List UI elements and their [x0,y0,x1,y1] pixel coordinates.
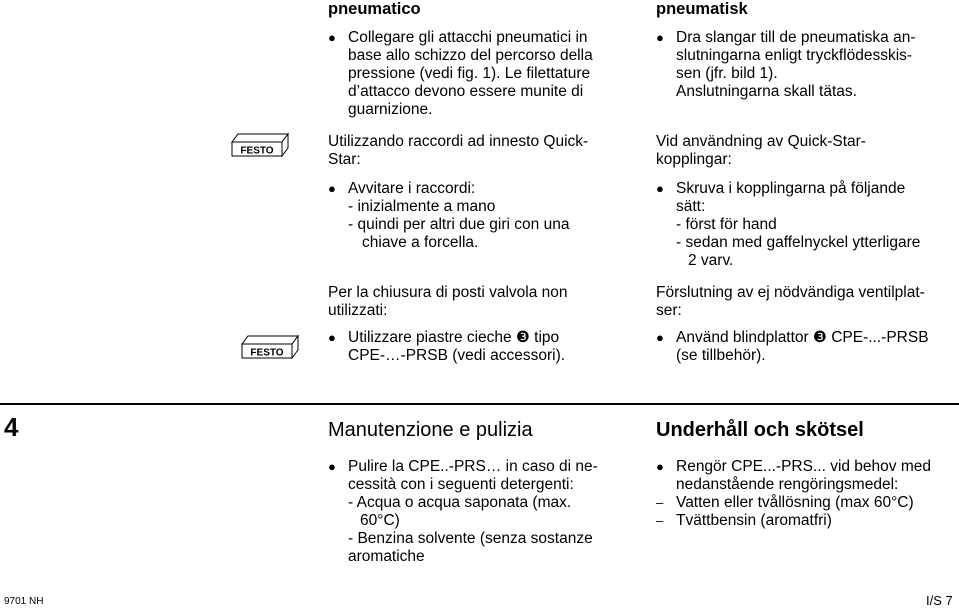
text-line: Utilizzare piastre cieche ❸ tipo [348,329,560,346]
text-line: cessità con i seguenti detergenti: [348,476,574,493]
bullet-cleaning-italian [328,458,628,566]
text-line: 2 varv. [688,252,734,269]
quickstar-paragraph-italian [328,133,628,169]
text-line: Per la chiusura di posti valvola non [328,284,568,301]
text-line: chiave a forcella. [362,234,479,251]
bullet-icon: ● [328,330,336,345]
text-line: - sedan med gaffelnyckel ytterligare [676,234,921,251]
festo-logo-text: FESTO [240,145,274,157]
bullet-icon: ● [656,30,664,45]
text-line: Vatten eller tvållösning (max 60°C) [676,494,914,511]
text-line: - först för hand [676,216,777,233]
text-line: slutningarna enligt tryckflödesskis- [676,47,913,64]
text-line: Rengör CPE...-PRS... vid behov med [676,458,932,475]
text-line: Pulire la CPE..-PRS… in caso di ne- [348,458,598,475]
text-line: pressione (vedi fig. 1). Le filettature [348,65,591,82]
section-number: 4 [4,412,19,442]
bullet-icon: ● [328,459,336,474]
section-title-italian: Manutenzione e pulizia [328,419,533,441]
text-line: sätt: [676,198,706,215]
text-line: Utilizzando raccordi ad innesto Quick- [328,133,589,150]
bullet-screw-swedish [656,180,956,270]
dash-icon: – [656,495,664,510]
text-line: aromatiche [348,548,425,565]
festo-logo [230,132,290,167]
quickstar-paragraph-swedish [656,133,956,169]
text-line: 60°C) [360,512,400,529]
closure-paragraph-italian [328,284,628,320]
text-line: - Benzina solvente (senza sostanze [348,530,593,547]
text-line: Anslutningarna skall tätas. [676,83,857,100]
text-line: - Acqua o acqua saponata (max. [348,494,572,511]
footer-code: 9701 NH [4,596,44,607]
text-line: d’attacco devono essere munite di [348,83,584,100]
text-line: sen (jfr. bild 1). [676,65,778,82]
heading-italian: pneumatico [328,0,421,18]
text-line: (se tillbehör). [676,347,766,364]
festo-logo-text: FESTO [250,347,284,359]
bullet-icon: ● [656,181,664,196]
text-line: Vid användning av Quick-Star- [656,133,866,150]
bullet-icon: ● [328,30,336,45]
text-line: utilizzati: [328,302,388,319]
heading-swedish: pneumatisk [656,0,748,18]
text-line: CPE-…-PRSB (vedi accessori). [348,347,566,364]
text-line: - inizialmente a mano [348,198,496,215]
text-line: kopplingar: [656,151,732,168]
text-line: Förslutning av ej nödvändiga ventilplat- [656,284,925,301]
text-line: Avvitare i raccordi: [348,180,476,197]
bullet-icon: ● [328,181,336,196]
text-line: guarnizione. [348,101,433,118]
text-line: Star: [328,151,361,168]
text-line: ser: [656,302,682,319]
bullet-screw-italian [328,180,628,252]
bullet-connect-italian [328,29,628,119]
page-number: I/S 7 [926,593,953,608]
dash-icon: – [656,513,664,528]
bullet-blanking-swedish [656,329,956,365]
closure-paragraph-swedish [656,284,956,320]
text-line: Dra slangar till de pneumatiska an- [676,29,916,46]
text-line: Tvättbensin (aromatfri) [676,512,832,529]
bullet-cleaning-swedish [656,458,956,530]
bullet-blanking-italian [328,329,628,365]
section-divider [0,403,959,405]
text-line: - quindi per altri due giri con una [348,216,570,233]
text-line: Använd blindplattor ❸ CPE-...-PRSB [676,329,929,346]
section-title-swedish: Underhåll och skötsel [656,419,864,441]
text-line: Skruva i kopplingarna på följande [676,180,906,197]
text-line: base allo schizzo del percorso della [348,47,593,64]
bullet-connect-swedish [656,29,956,101]
bullet-icon: ● [656,459,664,474]
bullet-icon: ● [656,330,664,345]
text-line: Collegare gli attacchi pneumatici in [348,29,588,46]
text-line: nedanstående rengöringsmedel: [676,476,899,493]
festo-logo [240,334,300,369]
